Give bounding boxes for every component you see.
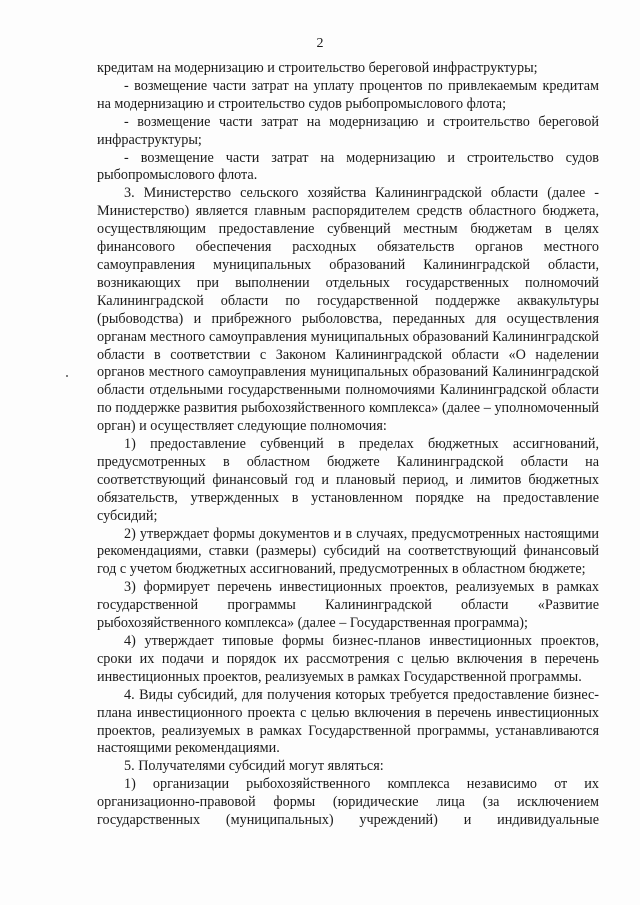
paragraph-ministry-clause-3: 3. Министерство сельского хозяйства Калининградской области (далее - Министерство) является главным распорядителем средств областного бюджета, осуществляющим предоставление субвенций местным бюджетам в целях финансового обеспечения расходных обязательств органов местного самоуправления муниципальных образований Калининградской области, возникающих при выполнении отдельных государственных полномочий Калининградской области по государственной поддержке аквакультуры (рыбоводства) и прибрежного рыболовства, переданных для осуществления органам местного самоуправления муниципальных образований Калининградской области в соответствии с Законом Калининградской области «О наделении органов местного самоуправления муниципальных образований Калининградской области отдельными государственными полномочиями Калининградской области по поддержке развития рыбохозяйственного комплекса» (далее – уполномоченный орган) и осуществляет следующие полномочия: [97, 185, 599, 435]
paragraph-costs-vessels: - возмещение части затрат на модернизацию и строительство судов рыбопромыслового флота. [97, 149, 599, 184]
paragraph-power-4: 4) утверждает типовые формы бизнес-планов инвестиционных проектов, сроки их подачи и порядок их рассмотрения с целью включения в перечень инвестиционных проектов, реализуемых в рамках Государственной программы. [97, 633, 599, 685]
paragraph-power-2: 2) утверждает формы документов и в случаях, предусмотренных настоящими рекомендациями, ставки (размеры) субсидий на соответствующий финансовый год с учетом бюджетных ассигнований, предусмотренных в областном бюджете; [97, 525, 599, 578]
paragraph-recipients-1: 1) организации рыбохозяйственного комплекса независимо от их организационно-правовой формы (юридические лица (за исключением государственных (муниципальных) учреждений) и индивидуальные [97, 776, 599, 829]
paragraph-clause-5: 5. Получателями субсидий могут являться: [124, 758, 384, 775]
paragraph-interest-vessels: - возмещение части затрат на уплату процентов по привлекаемым кредитам на модернизацию и строительство судов рыбопромыслового флота; [97, 77, 599, 112]
paragraph-continuation: кредитам на модернизацию и строительство береговой инфраструктуры; [97, 60, 538, 76]
paragraph-costs-infrastructure: - возмещение части затрат на модернизацию и строительство береговой инфраструктуры; [97, 113, 599, 148]
document-body [97, 60, 599, 830]
page-number: 2 [316, 36, 324, 51]
paragraph-clause-4: 4. Виды субсидий, для получения которых требуется предоставление бизнес-плана инвестиционного проекта с целью включения в перечень инвестиционных проектов, реализуемых в рамках Государственной программы, устанавливаются настоящими рекомендациями. [97, 686, 599, 757]
scan-speck [66, 375, 68, 377]
paragraph-power-1: 1) предоставление субвенций в пределах бюджетных ассигнований, предусмотренных в областном бюджете Калининградской области на соответствующий финансовый год и плановый период, и лимитов бюджетных обязательств, утвержденных в установленном порядке на предоставление субсидий; [97, 436, 599, 524]
paragraph-power-3: 3) формирует перечень инвестиционных проектов, реализуемых в рамках государственной программы Калининградской области «Развитие рыбохозяйственного комплекса» (далее – Государственная программа); [97, 579, 599, 632]
